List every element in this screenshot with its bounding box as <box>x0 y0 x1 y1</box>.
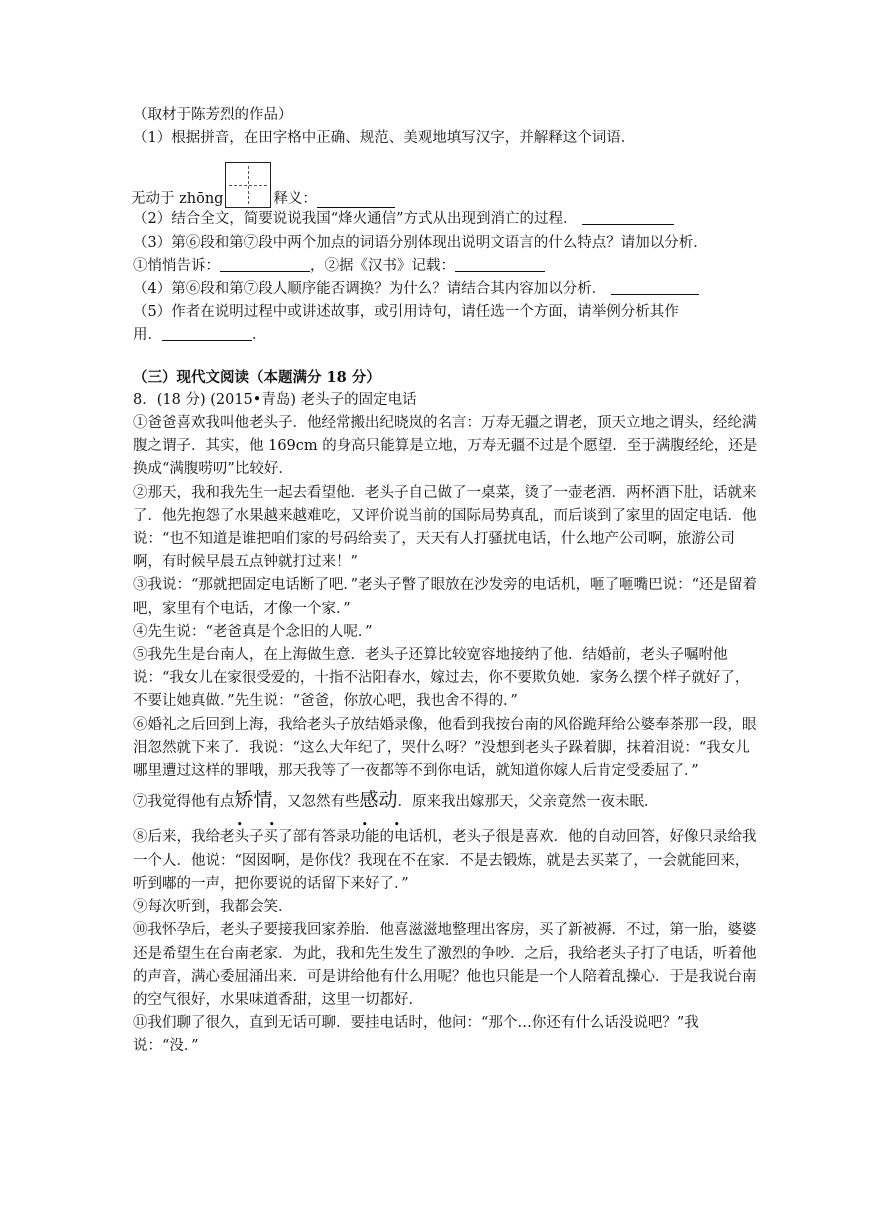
question-1-blank[interactable] <box>317 192 395 208</box>
question-1-suffix: 释义： <box>273 191 317 208</box>
question-3-part1: ①悄悄告诉： <box>133 257 220 274</box>
question-2 <box>133 208 761 231</box>
paragraph-5: ⑤我先生是台南人，在上海做生意．老头子还算比较宽容地接纳了他．结婚前，老头子嘱咐他说：“我女儿在家很受爱的，十指不沾阳春水，嫁过去，你不要欺负她．家务么摆个样子就好了，不要让她真做．”先生说：“爸爸，你放心吧，我也舍不得的．” <box>133 647 750 710</box>
question-3-blank-2[interactable] <box>455 256 545 272</box>
question-5-line-2 <box>133 324 761 347</box>
question-3-text: （3）第⑥段和第⑦段中两个加点的词语分别体现出说明文语言的什么特点？请加以分析． <box>133 234 708 251</box>
question-1-text: （1）根据拼音，在田字格中正确、规范、美观地填写汉字，并解释这个词语． <box>133 130 636 147</box>
paragraph-7-before: ⑦我觉得他有点 <box>133 794 235 811</box>
question-8-title: 8．(18 分) (2015•青岛) 老头子的固定电话 <box>133 391 417 408</box>
tianzige-box[interactable] <box>225 162 271 208</box>
paragraph-3: ③我说：“那就把固定电话断了吧．”老头子瞥了眼放在沙发旁的电话机，咂了咂嘴巴说：“还是留着吧，家里有个电话，才像一个家．” <box>133 577 757 617</box>
paragraph-7-middle: ，又忽然有些 <box>272 794 360 811</box>
question-2-text: （2）结合全文，简要说说我国“烽火通信”方式从出现到消亡的过程． <box>133 211 578 228</box>
section-title: （三）现代文阅读（本题满分 18 分） <box>133 368 381 386</box>
paragraph-7 <box>133 789 761 814</box>
question-1-answer-row <box>131 152 761 208</box>
question-4-blank[interactable] <box>611 279 699 295</box>
tianzige-horizontal-guide <box>229 185 267 186</box>
question-5-end: ． <box>252 327 267 344</box>
document-page <box>133 104 761 1059</box>
paragraph-7-after: ．原来我出嫁那天，父亲竟然一夜未眠． <box>397 794 659 811</box>
question-1-prefix: 无动于 zhōng <box>131 191 224 208</box>
paragraph-8: ⑧后来，我给老头子买了部有答录功能的电话机，老头子很是喜欢．他的自动回答，好像只录给我一个人．他说：“囡囡啊，是你伐？我现在不在家．不是去锻炼，就是去买菜了，一会就能回来，听到嘟的一声，把你要说的话留下来好了．” <box>133 829 757 892</box>
paragraph-2: ②那天，我和我先生一起去看望他．老头子自己做了一桌菜，烫了一壶老酒．两杯酒下肚，话就来了．他先抱怨了水果越来越难吃，又评价说当前的国际局势真乱，而后谈到了家里的固定电话．他说：“也不知道是谁把咱们家的号码给卖了，天天有人打骚扰电话，什么地产公司啊，旅游公司啊，有时候早晨五点钟就打过来！” <box>133 484 757 571</box>
question-3-part2: ，②据《汉书》记载： <box>310 257 455 274</box>
paragraph-10: ⑩我怀孕后，老头子要接我回家养胎．他喜滋滋地整理出客房，买了新被褥．不过，第一胎，婆婆还是希望生在台南老家．为此，我和先生发生了激烈的争吵．之后，我给老头子打了电话，听着他的声音，满心委屈涌出来．可是讲给他有什么用呢？他也只能是一个人陪着乱操心．于是我说台南的空气很好，水果味道香甜，这里一切都好． <box>133 922 757 1008</box>
question-5-blank[interactable] <box>162 325 252 341</box>
question-2-blank[interactable] <box>582 209 674 225</box>
paragraph-1: ①爸爸喜欢我叫他老头子．他经常搬出纪晓岚的名言：万寿无疆之谓老，顶天立地之谓头，经纶满腹之谓子．其实，他 169cm 的身高只能算是立地，万寿无疆不过是个愿望．至于满腹经纶，还是换成“满腹唠叨”比较好． <box>133 415 758 478</box>
question-5-line-1: （5）作者在说明过程中或讲述故事，或引用诗句，请任选一个方面，请举例分析其作 <box>133 304 679 321</box>
source-note: （取材于陈芳烈的作品） <box>133 107 293 123</box>
question-3-parts <box>133 255 761 278</box>
paragraph-6: ⑥婚礼之后回到上海，我给老头子放结婚录像，他看到我按台南的风俗跪拜给公婆奉茶那一段，眼泪忽然就下来了．我说：“这么大年纪了，哭什么呀？”没想到老头子跺着脚，抹着泪说：“我女儿哪里遭过这样的罪哦，那天我等了一夜都等不到你电话，就知道你嫁人后肯定受委屈了．” <box>133 716 757 780</box>
emphasized-word-1: 矫情 • • <box>235 789 273 811</box>
paragraph-11: ⑪我们聊了很久，直到无话可聊．要挂电话时，他问：“那个…你还有什么话没说吧？”我说：“没．” <box>133 1015 699 1055</box>
question-4 <box>133 278 761 301</box>
question-4-text: （4）第⑥段和第⑦段人顺序能否调换？为什么？请结合其内容加以分析． <box>133 281 607 298</box>
paragraph-9: ⑨每次听到，我都会笑． <box>133 899 293 916</box>
question-5-prefix: 用． <box>133 327 162 344</box>
paragraph-4: ④先生说：“老爸真是个念旧的人呢．” <box>133 623 373 640</box>
emphasized-word-2: 感动 • • <box>360 789 398 811</box>
question-3-blank-1[interactable] <box>220 256 310 272</box>
